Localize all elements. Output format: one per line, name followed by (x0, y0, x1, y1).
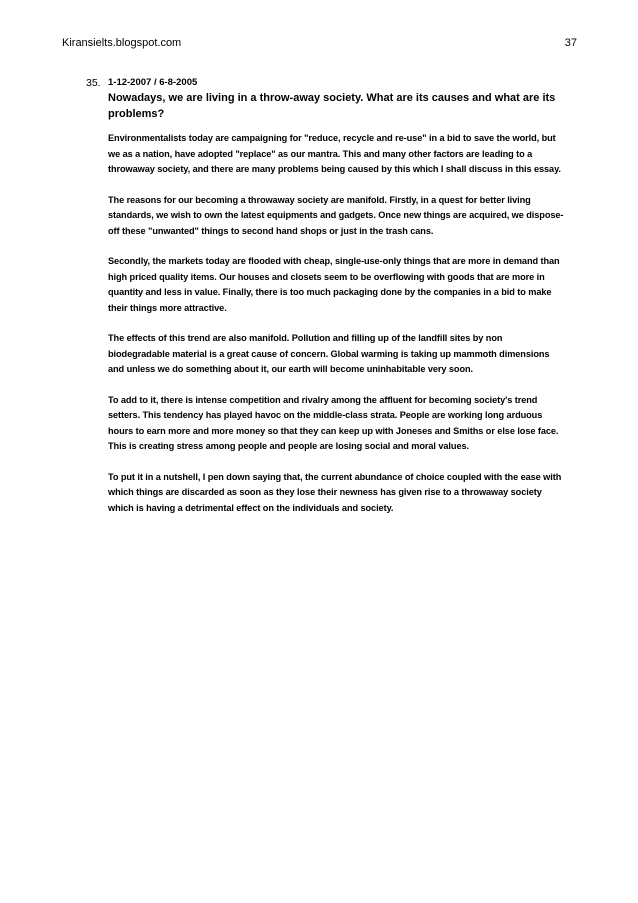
essay-content (108, 76, 566, 516)
essay-paragraph-competition: To add to it, there is intense competition and rivalry among the affluent for becoming society's trend setters. This tendency has played havoc on the middle-class strata. People are working long arduous hours to earn more and more money so that they can keep up with Joneses and Smiths or else lose face. This is creating stress among people and people are losing social and moral values. (108, 394, 559, 451)
essay-paragraph-effects: The effects of this trend are also manifold. Pollution and filling up of the landfill sites by non biodegradable material is a great cause of concern. Global warming is taking up mammoth dimensions and unless we do something about it, our earth will become uninhabitable very soon. (108, 333, 550, 374)
question-number: 35. (86, 77, 101, 89)
question-title: Nowadays, we are living in a throw-away society. What are its causes and what are its problems? (108, 92, 556, 120)
essay-paragraph-markets: Secondly, the markets today are flooded with cheap, single-use-only things that are more in demand than high priced quality items. Our houses and closets seem to be overflowing with goods that are more in quantity and less in value. Finally, there is too much packaging done by the companies in a bid to make their things more attractive. (108, 256, 560, 313)
essay-paragraph-reasons: The reasons for our becoming a throwaway society are manifold. Firstly, in a quest for better living standards, we wish to own the latest equipments and gadgets. Once new things are acquired, we dispose-off these "unwanted" things to second hand shops or just in the trash cans. (108, 194, 564, 236)
page-number: 37 (564, 37, 577, 49)
question-dates: 1-12-2007 / 6-8-2005 (108, 77, 198, 88)
site-header: Kiransielts.blogspot.com (62, 37, 182, 49)
essay-paragraph-conclusion: To put it in a nutshell, I pen down saying that, the current abundance of choice coupled with the ease with which things are discarded as soon as they lose their newness has given rise to a throwaway society which is having a detrimental effect on the individuals and society. (108, 471, 562, 513)
essay-paragraph-intro: Environmentalists today are campaigning for "reduce, recycle and re-use" in a bid to save the world, but we as a nation, have adopted "replace" as our mantra. This and many other factors are leading to a throwaway society, and there are many problems being caused by this which I shall discuss in this essay. (108, 133, 561, 174)
